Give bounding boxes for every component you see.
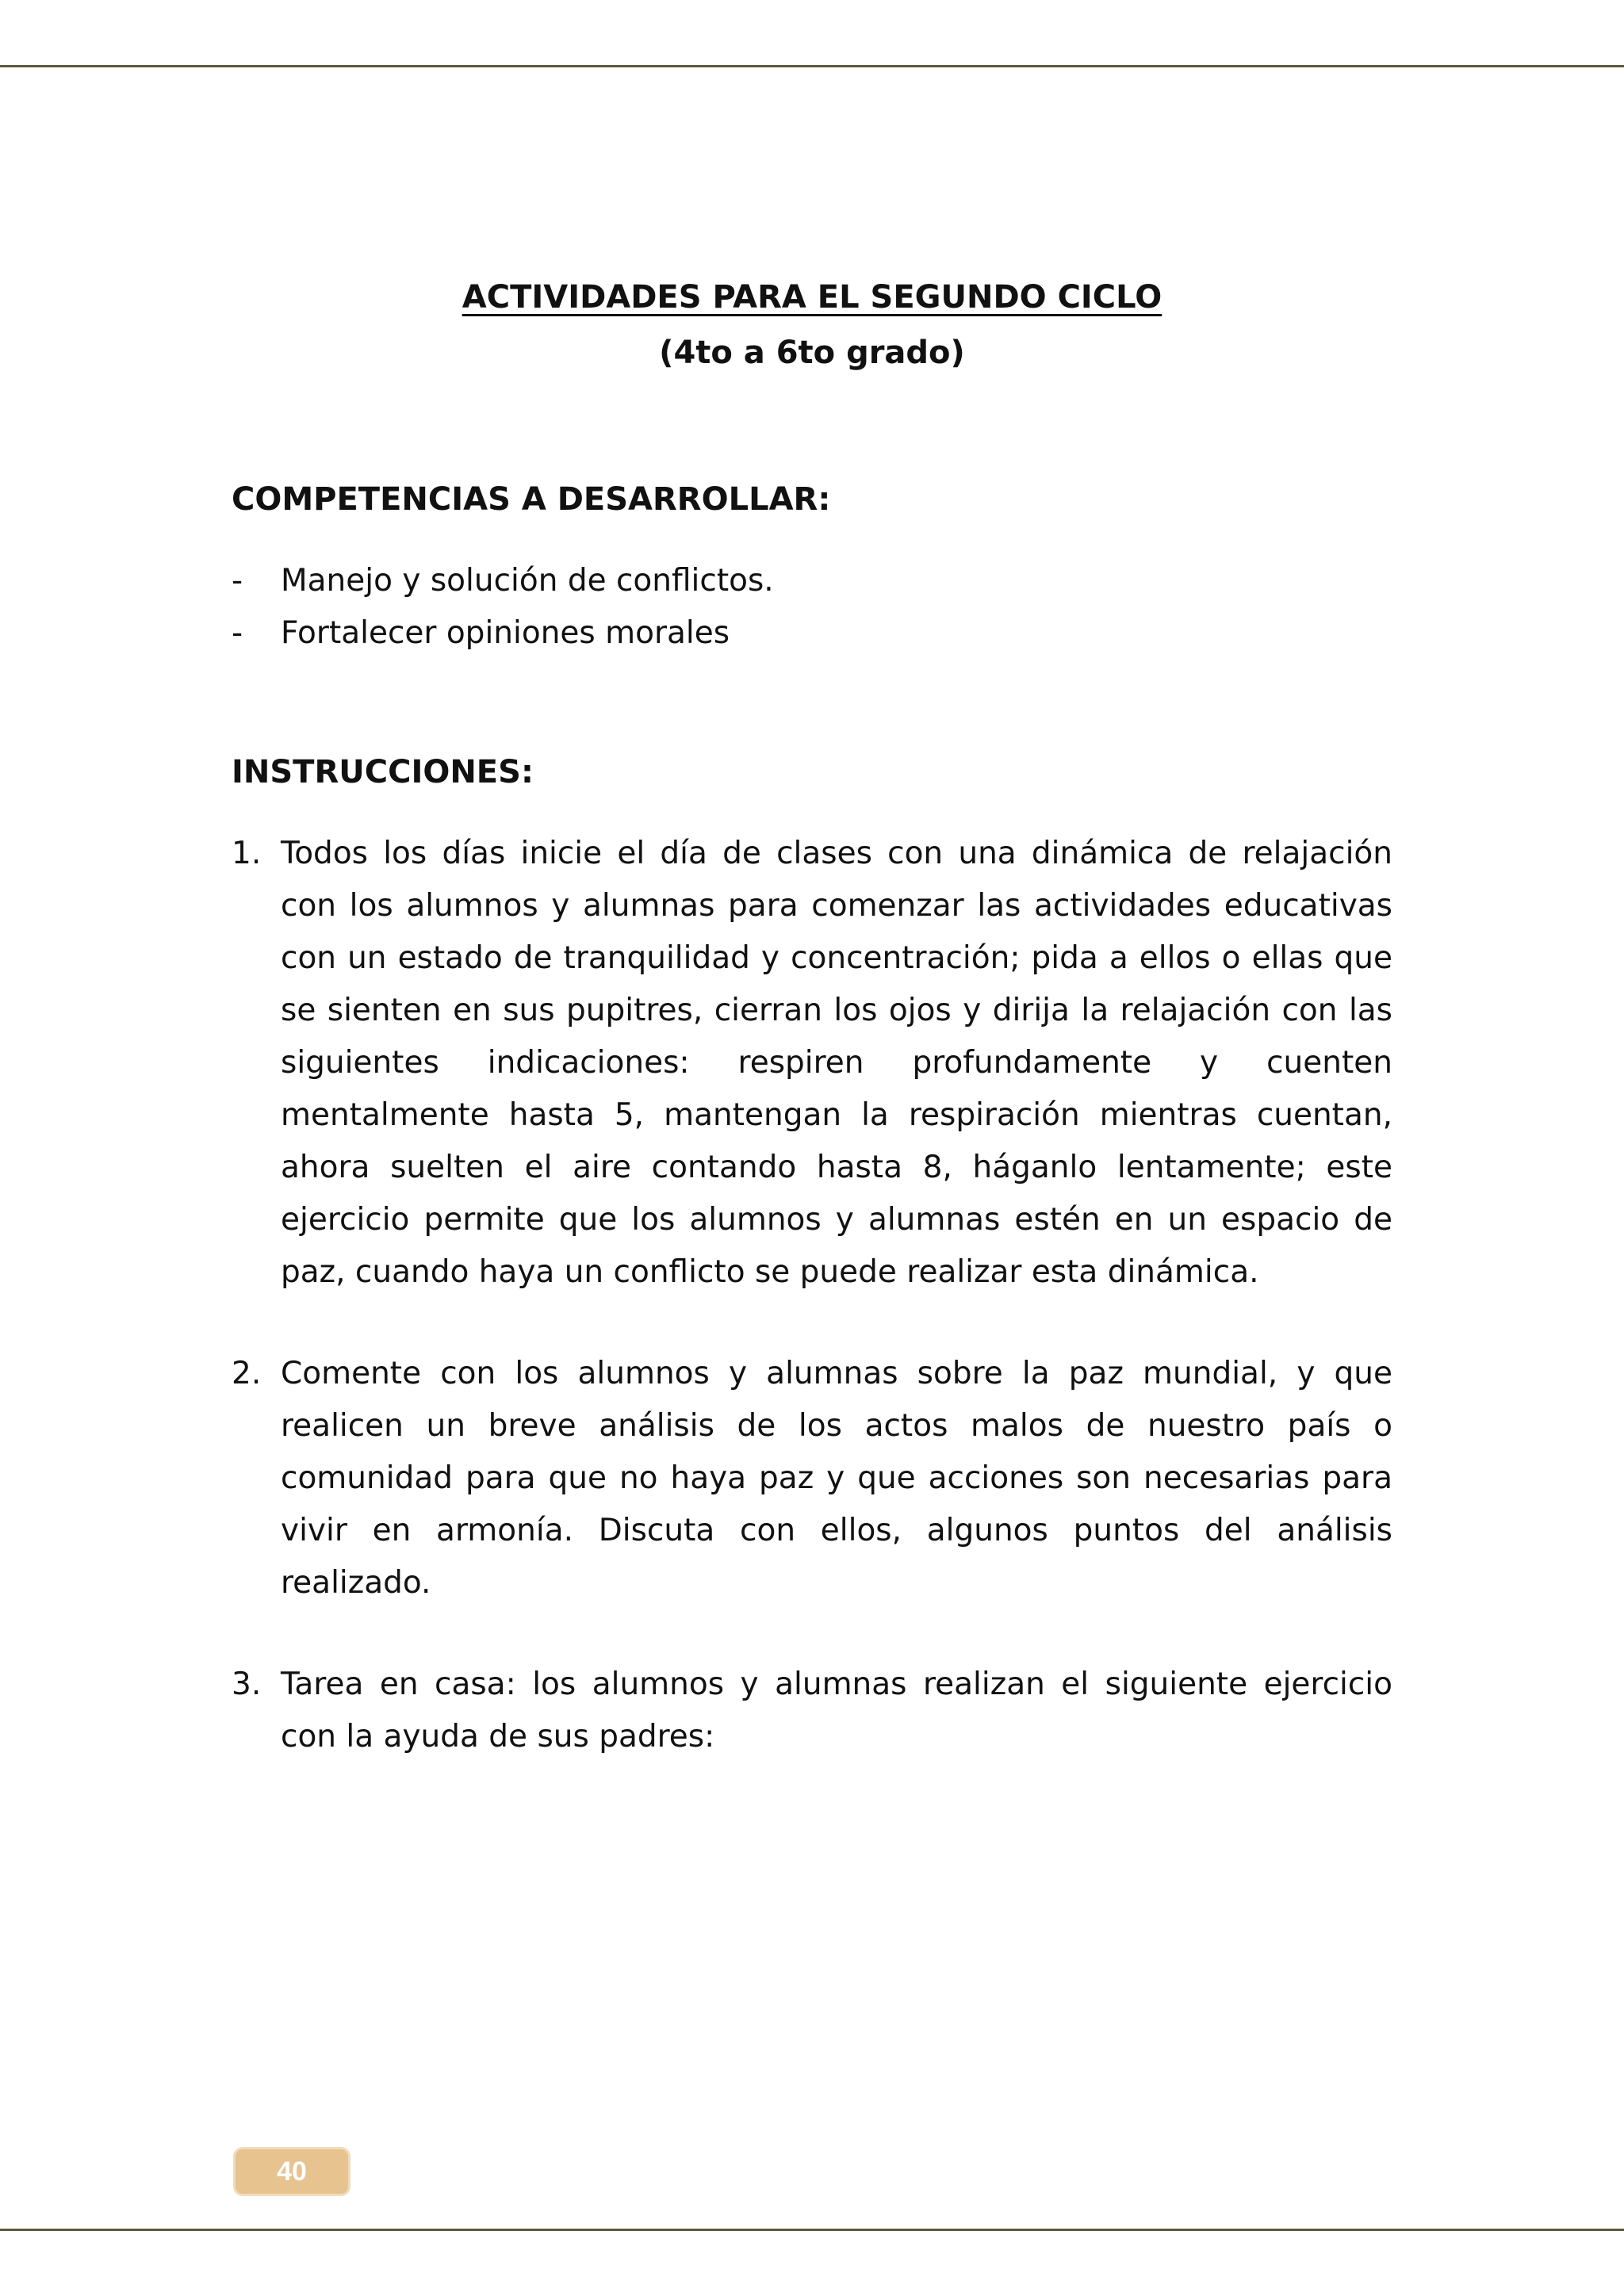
- top-rule: [0, 65, 1624, 67]
- list-item-text: Fortalecer opiniones morales: [281, 615, 730, 651]
- item-number: 1.: [232, 836, 262, 871]
- competencias-list: [232, 555, 1392, 660]
- competencias-heading: COMPETENCIAS A DESARROLLAR:: [232, 481, 831, 518]
- page-title: [232, 270, 1392, 325]
- instruction-text: Comente con los alumnos y alumnas sobre la paz mundial, y que realicen un breve análisis de los actos malos de nuestro país o comunidad para que no haya paz y que acciones son necesarias para vivir en armonía. Discuta con ellos, algunos puntos del análisis realizado.: [281, 1356, 1392, 1601]
- item-number: 3.: [232, 1667, 262, 1702]
- page-number: 40: [277, 2156, 307, 2187]
- list-item: [232, 607, 1392, 660]
- instrucciones-heading: INSTRUCCIONES:: [232, 754, 534, 790]
- list-item: [232, 555, 1392, 607]
- instruction-item: [232, 1659, 1392, 1763]
- dash-marker: -: [232, 563, 243, 599]
- bottom-rule: [0, 2229, 1624, 2231]
- list-item-text: Manejo y solución de conflictos.: [281, 563, 774, 599]
- title-text: ACTIVIDADES PARA EL SEGUNDO CICLO: [462, 279, 1162, 316]
- page-content: [232, 270, 1392, 1763]
- item-number: 2.: [232, 1356, 262, 1391]
- page-subtitle: (4to a 6to grado): [659, 335, 965, 371]
- instrucciones-list: [232, 828, 1392, 1763]
- page-number-badge: [233, 2147, 350, 2196]
- instruction-text: Todos los días inicie el día de clases con una dinámica de relajación con los alumnos y alumnas para comenzar las actividades educativas con un estado de tranquilidad y concentración; pida a ellos o ellas que se sienten en sus pupitres, cierran los ojos y dirija la relajación con las siguientes indicaciones: respiren profundamente y cuenten mentalmente hasta 5, mantengan la respiración mientras cuentan, ahora suelten el aire contando hasta 8, háganlo lentamente; este ejercicio permite que los alumnos y alumnas estén en un espacio de paz, cuando haya un conflicto se puede realizar esta dinámica.: [281, 836, 1392, 1290]
- instruction-item: [232, 1348, 1392, 1609]
- instruction-text: Tarea en casa: los alumnos y alumnas realizan el siguiente ejercicio con la ayuda de sus padres:: [281, 1667, 1392, 1755]
- dash-marker: -: [232, 615, 243, 651]
- instruction-item: [232, 828, 1392, 1299]
